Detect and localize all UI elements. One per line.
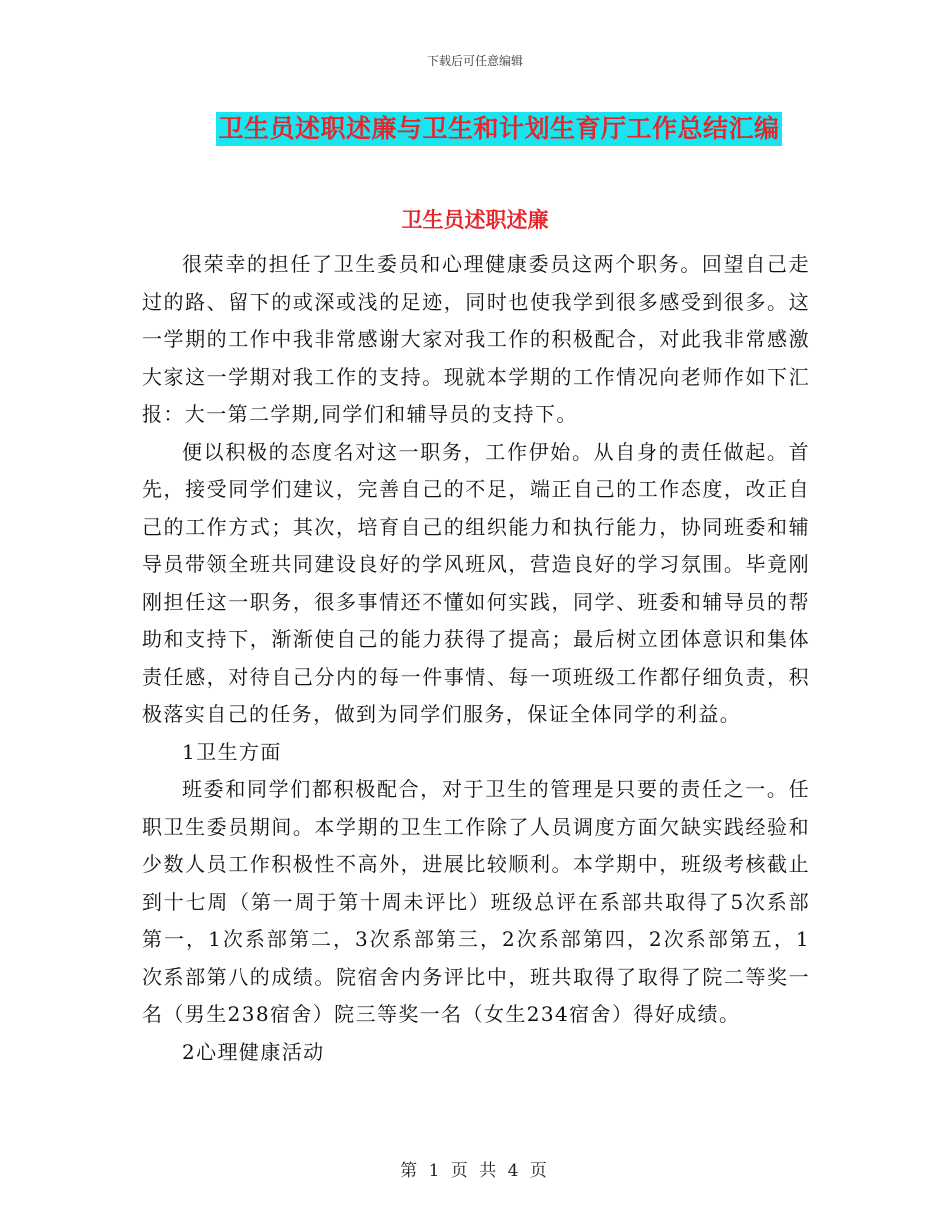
page-header-note: 下载后可任意编辑 — [426, 54, 523, 68]
paragraph: 班委和同学们都积极配合，对于卫生的管理是只要的责任之一。任职卫生委员期间。本学期的卫生工作除了人员调度方面欠缺实践经验和少数人员工作积极性不高外，进展比较顺利。本学期中，班级考核截止到十七周（第一周于第十周未评比）班级总评在系部共取得了5次系部第一，1次系部第二，3次系部第三，2次系部第四，2次系部第五，1次系部第八的成绩。院宿舍内务评比中，班共取得了取得了院二等奖一名（男生238宿舍）院三等奖一名（女生234宿舍）得好成绩。 — [142, 777, 810, 1026]
paragraph: 便以积极的态度名对这一职务，工作伊始。从自身的责任做起。首先，接受同学们建议，完善自己的不足，端正自己的工作态度，改正自己的工作方式；其次，培育自己的组织能力和执行能力，协同班委和辅导员带领全班共同建设良好的学风班风，营造良好的学习氛围。毕竟刚刚担任这一职务，很多事情还不懂如何实践，同学、班委和辅导员的帮助和支持下，渐渐使自己的能力获得了提高；最后树立团体意识和集体责任感，对待自己分内的每一件事情、每一项班级工作都仔细负责，积极落实自己的任务，做到为同学们服务，保证全体同学的利益。 — [142, 439, 810, 726]
page-number-footer: 第 1 页 共 4 页 — [400, 1161, 550, 1181]
section-title: 卫生员述职述廉 — [401, 208, 549, 232]
subheading: 2心理健康活动 — [182, 1039, 325, 1064]
document-body — [142, 246, 810, 1071]
document-title: 卫生员述职述廉与卫生和计划生育厅工作总结汇编 — [216, 112, 781, 146]
document-title-container — [0, 112, 950, 146]
subheading: 1卫生方面 — [182, 739, 282, 764]
paragraph: 很荣幸的担任了卫生委员和心理健康委员这两个职务。回望自己走过的路、留下的或深或浅的足迹，同时也使我学到很多感受到很多。这一学期的工作中我非常感谢大家对我工作的积极配合，对此我非常感激大家这一学期对我工作的支持。现就本学期的工作情况向老师作如下汇报：大一第二学期,同学们和辅导员的支持下。 — [142, 252, 810, 426]
